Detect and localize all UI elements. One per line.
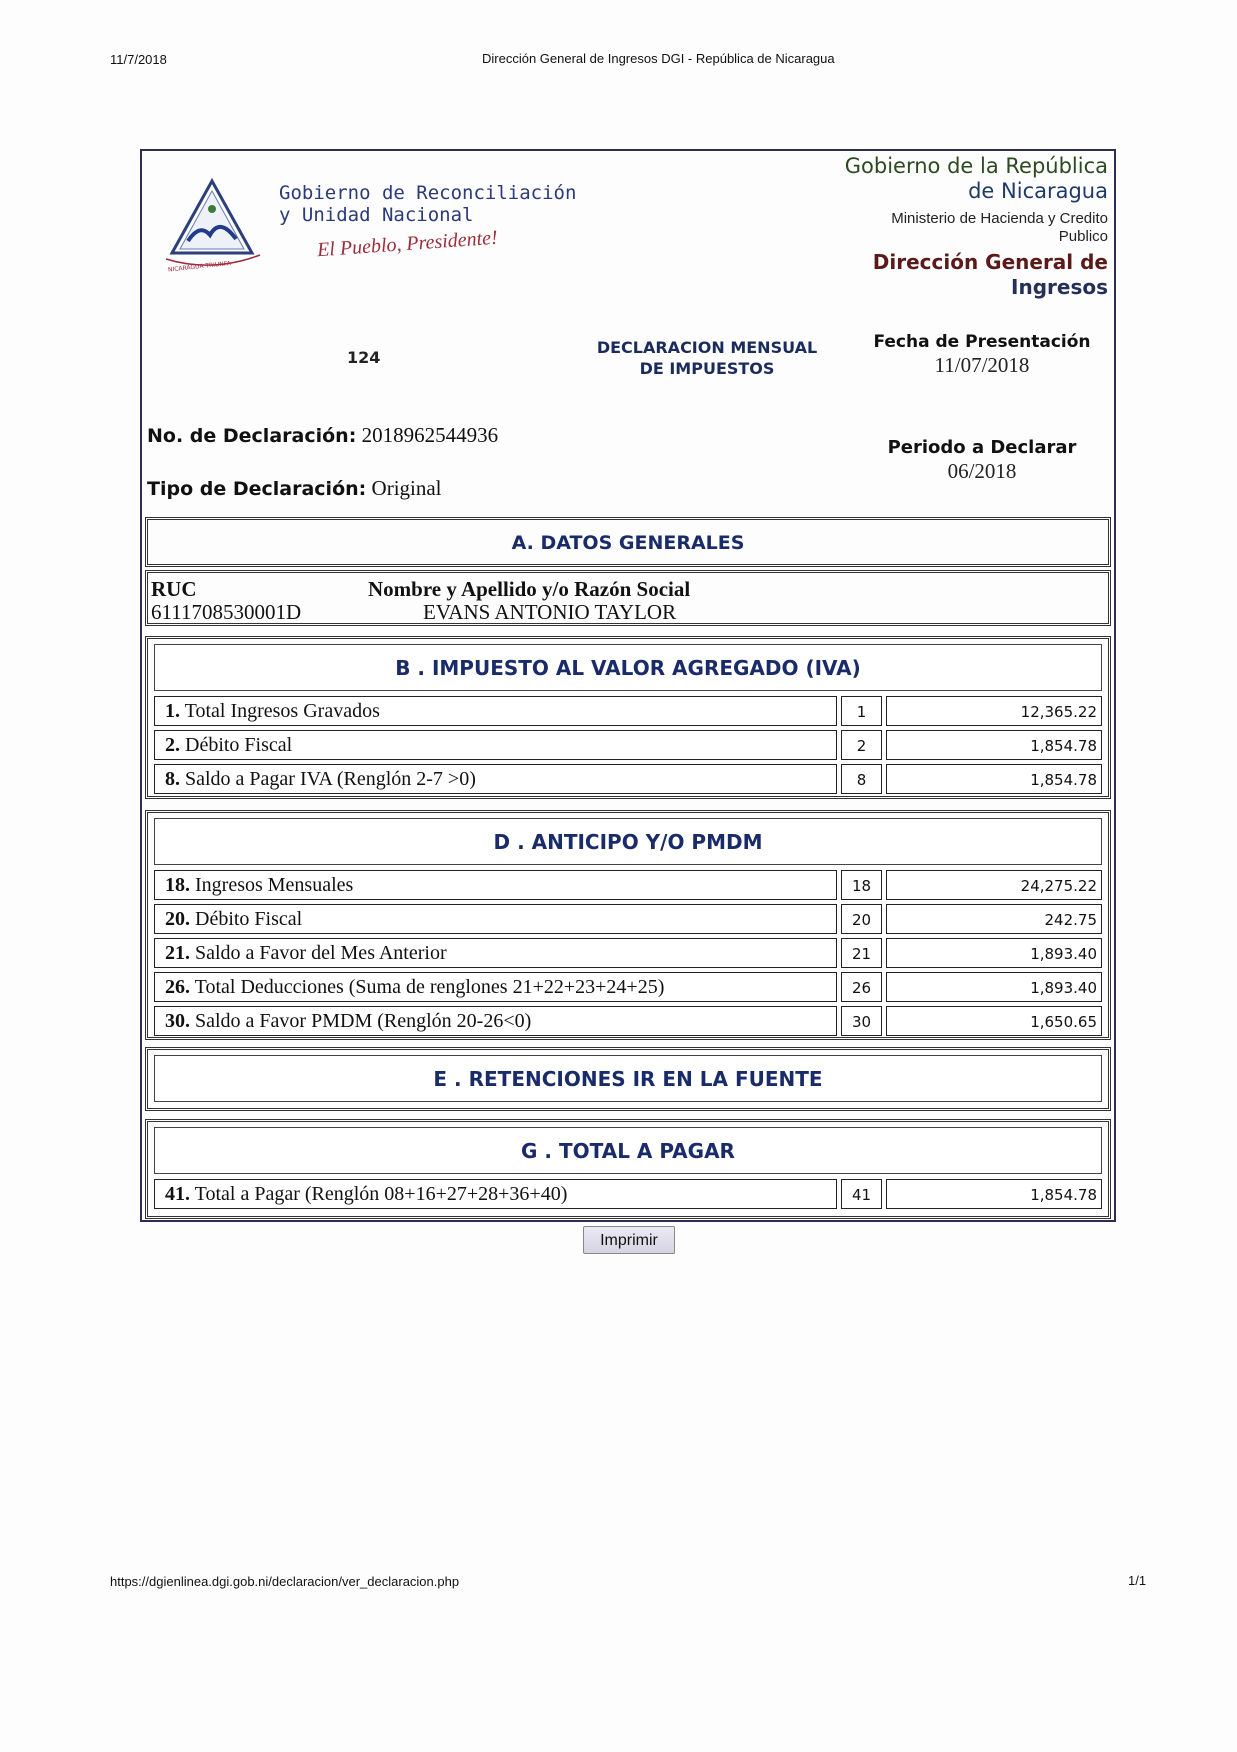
row-number: 41. — [165, 1183, 190, 1205]
row-description: Débito Fiscal — [195, 908, 303, 930]
table-row — [148, 764, 1108, 796]
row-value: 1,650.65 — [1030, 1013, 1097, 1031]
svg-text:NICARAGUA TRIUNFA: NICARAGUA TRIUNFA — [167, 260, 232, 274]
tipo-decl — [147, 476, 442, 501]
row-code: 41 — [851, 1186, 872, 1204]
periodo-value: 06/2018 — [947, 459, 1017, 483]
row-value-cell — [886, 938, 1102, 968]
row-value-cell — [886, 764, 1102, 794]
row-code-cell — [841, 696, 882, 726]
row-code-cell — [841, 730, 882, 760]
row-description: Ingresos Mensuales — [195, 874, 354, 896]
row-description: Saldo a Favor PMDM (Renglón 20-26<0) — [195, 1010, 532, 1032]
row-value: 1,854.78 — [1030, 737, 1097, 755]
row-code: 8 — [856, 771, 867, 789]
table-row — [148, 870, 1108, 902]
row-label — [165, 1183, 567, 1206]
row-code: 30 — [851, 1013, 872, 1031]
row-label — [165, 976, 664, 999]
row-code: 26 — [851, 979, 872, 997]
row-code: 18 — [851, 877, 872, 895]
row-code-cell — [841, 764, 882, 794]
section-e-title: E . RETENCIONES IR EN LA FUENTE — [433, 1067, 823, 1091]
name-label: Nombre y Apellido y/o Razón Social — [368, 577, 691, 601]
row-code-cell — [841, 1006, 882, 1036]
decl-no-value: 2018962544936 — [361, 423, 499, 447]
periodo-label: Periodo a Declarar — [887, 437, 1077, 458]
row-label-cell — [154, 904, 837, 934]
row-label-cell — [154, 1179, 837, 1209]
row-value-cell — [886, 730, 1102, 760]
row-description: Total Deducciones (Suma de renglones 21+22+23+24+25) — [194, 976, 665, 998]
row-code: 2 — [856, 737, 867, 755]
row-value-cell — [886, 1179, 1102, 1209]
section-d-title: D . ANTICIPO Y/O PMDM — [493, 830, 763, 854]
print-title: Dirección General de Ingresos DGI - República de Nicaragua — [482, 51, 835, 66]
section-e — [145, 1047, 1111, 1111]
row-value: 1,893.40 — [1030, 979, 1097, 997]
row-label-cell — [154, 764, 837, 794]
row-number: 1. — [165, 700, 180, 722]
row-code-cell — [841, 972, 882, 1002]
row-value: 12,365.22 — [1020, 703, 1097, 721]
row-value: 1,893.40 — [1030, 945, 1097, 963]
tipo-value: Original — [371, 476, 442, 500]
ruc-value: 6111708530001D — [151, 600, 302, 624]
form-number: 124 — [347, 348, 381, 367]
direction-1: Dirección General de — [872, 250, 1108, 274]
row-value-cell — [886, 696, 1102, 726]
row-description: Débito Fiscal — [185, 734, 293, 756]
govt-title-1: Gobierno de la República — [844, 154, 1108, 178]
section-b-title: B . IMPUESTO AL VALOR AGREGADO (IVA) — [395, 656, 861, 680]
declaration-frame — [140, 149, 1116, 1222]
table-row — [148, 904, 1108, 936]
print-date: 11/7/2018 — [110, 52, 167, 67]
print-page-number: 1/1 — [1128, 1573, 1147, 1588]
fecha-value: 11/07/2018 — [934, 353, 1030, 377]
table-row — [148, 972, 1108, 1004]
logo-slogan: El Pueblo, Presidente! — [316, 226, 499, 262]
periodo-block — [862, 437, 1102, 484]
row-code: 1 — [856, 703, 867, 721]
fecha-block — [862, 332, 1102, 378]
section-a-header — [145, 517, 1111, 567]
section-a-body — [145, 570, 1111, 626]
logo-line-1: Gobierno de Reconciliación — [279, 182, 577, 204]
row-value-cell — [886, 870, 1102, 900]
fecha-label: Fecha de Presentación — [873, 332, 1091, 352]
logo-line-2: y Unidad Nacional — [279, 204, 474, 226]
section-g-title: G . TOTAL A PAGAR — [521, 1139, 735, 1163]
row-code-cell — [841, 870, 882, 900]
direction-2: Ingresos — [1011, 275, 1108, 299]
row-value: 242.75 — [1044, 911, 1097, 929]
ministry-2: Publico — [1058, 228, 1108, 245]
row-description: Saldo a Pagar IVA (Renglón 2-7 >0) — [185, 768, 476, 790]
row-code: 20 — [851, 911, 872, 929]
section-b-header — [154, 644, 1102, 691]
tipo-label: Tipo de Declaración: — [147, 478, 367, 500]
row-code: 21 — [851, 945, 872, 963]
row-label — [165, 908, 302, 931]
row-label-cell — [154, 972, 837, 1002]
row-number: 21. — [165, 942, 190, 964]
govt-title-2: de Nicaragua — [968, 179, 1108, 203]
row-label — [165, 700, 380, 723]
row-label-cell — [154, 938, 837, 968]
section-d-header — [154, 818, 1102, 865]
row-code-cell — [841, 938, 882, 968]
row-code-cell — [841, 904, 882, 934]
row-description: Total a Pagar (Renglón 08+16+27+28+36+40) — [194, 1183, 568, 1205]
form-name — [582, 337, 832, 379]
row-number: 2. — [165, 734, 180, 756]
govt-heading — [778, 154, 1108, 300]
logo-text — [279, 182, 576, 226]
row-number: 20. — [165, 908, 190, 930]
row-label — [165, 942, 447, 965]
row-value-cell — [886, 904, 1102, 934]
row-label-cell — [154, 1006, 837, 1036]
table-row — [148, 1006, 1108, 1038]
row-value-cell — [886, 972, 1102, 1002]
row-label — [165, 768, 476, 791]
ministry-1: Ministerio de Hacienda y Credito — [891, 210, 1108, 227]
section-e-header — [154, 1055, 1102, 1102]
row-label-cell — [154, 696, 837, 726]
section-d — [145, 810, 1111, 1040]
seal-logo-icon — [162, 177, 262, 277]
ruc-label: RUC — [151, 577, 197, 601]
row-code-cell — [841, 1179, 882, 1209]
section-g — [145, 1119, 1111, 1219]
section-b — [145, 636, 1111, 799]
row-label — [165, 874, 353, 897]
row-label — [165, 734, 292, 757]
decl-no — [147, 423, 498, 448]
row-description: Saldo a Favor del Mes Anterior — [195, 942, 447, 964]
print-button[interactable]: Imprimir — [583, 1226, 675, 1254]
row-number: 18. — [165, 874, 190, 896]
section-a-title: A. DATOS GENERALES — [511, 532, 745, 554]
name-value: EVANS ANTONIO TAYLOR — [423, 600, 677, 624]
print-url: https://dgienlinea.dgi.gob.ni/declaracion/ver_declaracion.php — [110, 1574, 460, 1589]
row-description: Total Ingresos Gravados — [184, 700, 380, 722]
row-label-cell — [154, 730, 837, 760]
form-name-2: DE IMPUESTOS — [639, 359, 775, 378]
form-name-1: DECLARACION MENSUAL — [596, 338, 818, 357]
section-g-header — [154, 1127, 1102, 1174]
table-row — [148, 730, 1108, 762]
row-number: 30. — [165, 1010, 190, 1032]
row-label-cell — [154, 870, 837, 900]
table-row — [148, 696, 1108, 728]
row-value: 24,275.22 — [1020, 877, 1097, 895]
row-number: 26. — [165, 976, 190, 998]
table-row — [148, 1179, 1108, 1211]
row-value: 1,854.78 — [1030, 771, 1097, 789]
row-value: 1,854.78 — [1030, 1186, 1097, 1204]
decl-no-label: No. de Declaración: — [147, 425, 357, 447]
row-value-cell — [886, 1006, 1102, 1036]
row-label — [165, 1010, 531, 1033]
row-number: 8. — [165, 768, 180, 790]
table-row — [148, 938, 1108, 970]
